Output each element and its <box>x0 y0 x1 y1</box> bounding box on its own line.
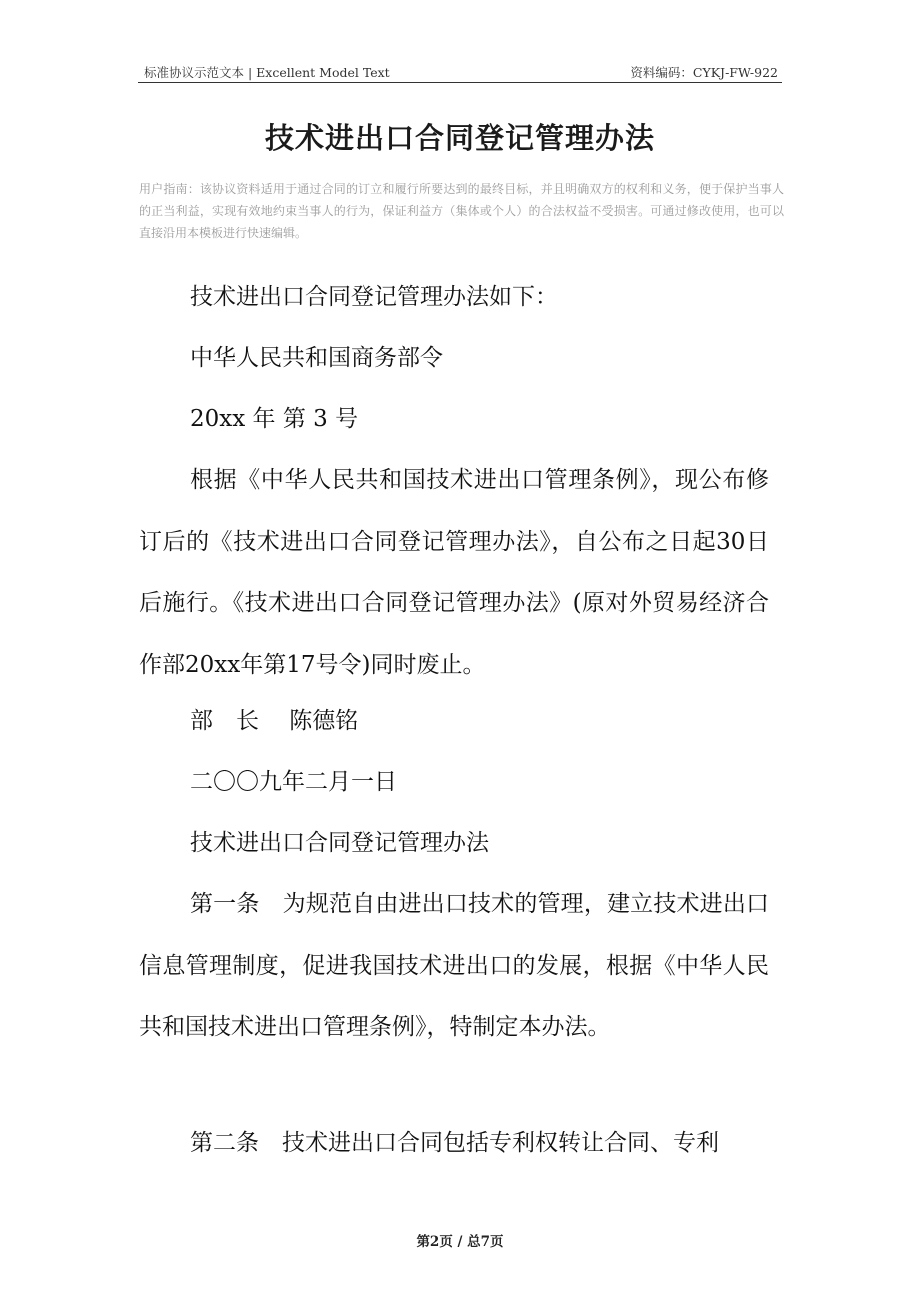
paragraph-issuer: 中华人民共和国商务部令 <box>190 345 443 371</box>
paragraph-intro: 技术进出口合同登记管理办法如下： <box>190 284 558 310</box>
page-number: 第2页 / 总7页 <box>416 1234 504 1250</box>
paragraph-article-1: 第一条 为规范自由进出口技术的管理，建立技术进出口信息管理制度，促进我国技术进出口的发展，根据《中华人民共和国技术进出口管理条例》，特制定本办法。 <box>139 891 769 1040</box>
paragraph-minister: 部 长 陈德铭 <box>190 708 359 734</box>
paragraph-subtitle: 技术进出口合同登记管理办法 <box>190 830 489 856</box>
paragraph-date: 二〇〇九年二月一日 <box>190 769 397 795</box>
paragraph-article-2: 第二条 技术进出口合同包括专利权转让合同、专利 <box>190 1130 719 1156</box>
paragraph-announcement: 根据《中华人民共和国技术进出口管理条例》，现公布修订后的《技术进出口合同登记管理办法》，自公布之日起30日后施行。《技术进出口合同登记管理办法》(原对外贸易经济合作部20xx年第17号令)同时废止。 <box>139 467 769 678</box>
document-title: 技术进出口合同登记管理办法 <box>264 121 655 155</box>
page-header <box>138 60 782 83</box>
user-guide-text: 用户指南：该协议资料适用于通过合同的订立和履行所要达到的最终目标，并且明确双方的权利和义务，便于保护当事人的正当利益，实现有效地约束当事人的行为，保证利益方（集体或个人）的合法权益不受损害。可通过修改使用，也可以直接沿用本模板进行快速编辑。 <box>139 182 784 240</box>
header-doc-code: 资料编码：CYKJ-FW-922 <box>630 65 778 80</box>
paragraph-order-number: 20xx 年 第 3 号 <box>190 406 359 432</box>
header-doc-type: 标准协议示范文本 | Excellent Model Text <box>144 65 390 80</box>
